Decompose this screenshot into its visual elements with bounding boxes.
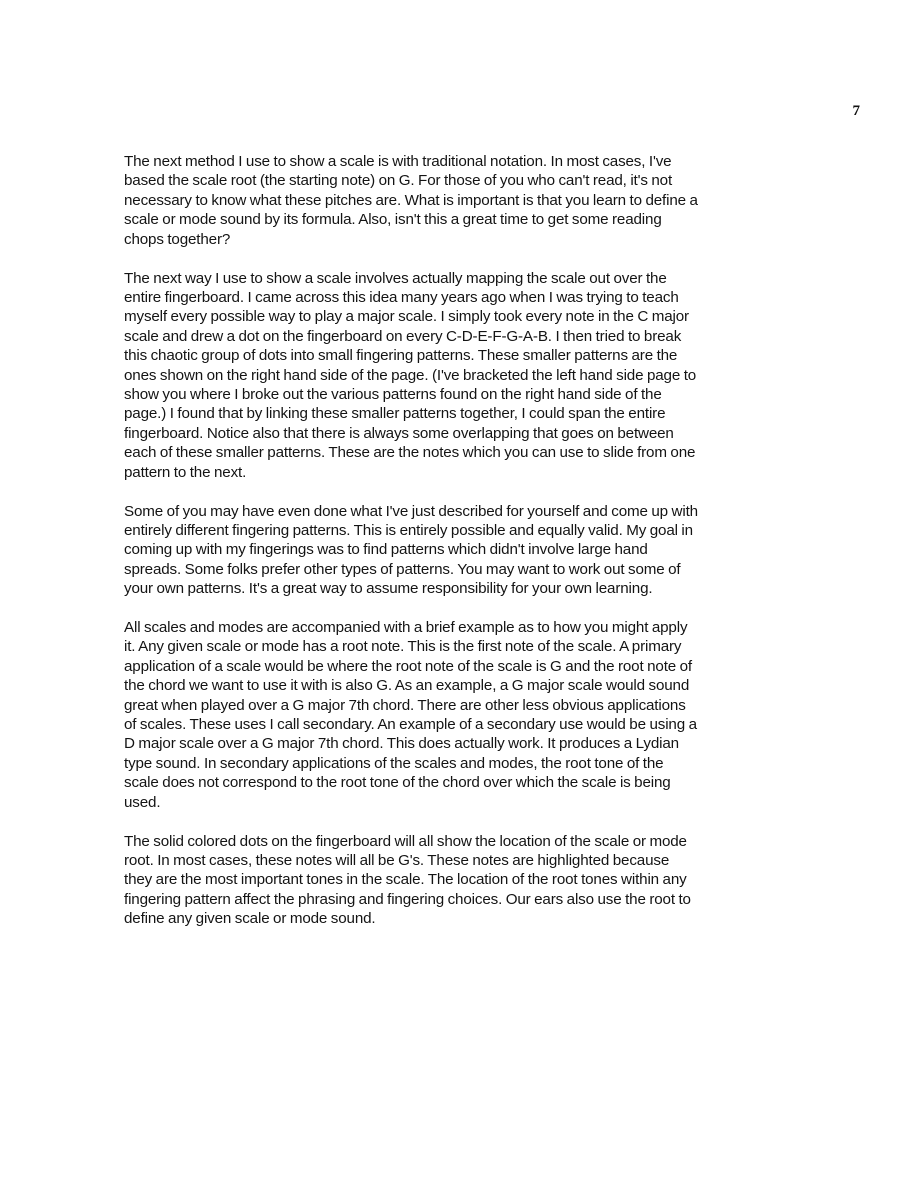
text-line: chops together? <box>124 230 231 248</box>
paragraph-applications <box>124 618 794 812</box>
paragraph-notation <box>124 152 794 249</box>
text-line: fingerboard. Notice also that there is always some overlapping that goes on between <box>124 424 674 442</box>
text-line: type sound. In secondary applications of the scales and modes, the root tone of the <box>124 754 664 772</box>
text-line: The next method I use to show a scale is with traditional notation. In most cases, I've <box>124 153 672 170</box>
text-line: root. In most cases, these notes will all be G's. These notes are highlighted because <box>124 852 670 869</box>
text-line: used. <box>124 793 161 811</box>
page-number: 7 <box>852 103 860 119</box>
text-line: ones shown on the right hand side of the page. (I've bracketed the left hand side page to <box>124 366 697 384</box>
body-text <box>124 152 794 948</box>
text-line: scale or mode sound by its formula. Also, isn't this a great time to get some reading <box>124 211 662 229</box>
text-line: each of these smaller patterns. These are the notes which you can use to slide from one <box>124 444 696 462</box>
text-line: scale does not correspond to the root tone of the chord over which the scale is being <box>124 774 671 792</box>
text-line: the chord we want to use it with is also G. As an example, a G major scale would sound <box>124 677 690 695</box>
text-line: your own patterns. It's a great way to assume responsibility for your own learning. <box>124 580 653 598</box>
paragraph-own-patterns <box>124 502 794 599</box>
text-line: D major scale over a G major 7th chord. This does actually work. It produces a Lydian <box>124 735 679 753</box>
text-line: spreads. Some folks prefer other types of patterns. You may want to work out some of <box>124 560 681 578</box>
text-line: of scales. These uses I call secondary. An example of a secondary use would be using a <box>124 716 697 734</box>
text-line: page.) I found that by linking these smaller patterns together, I could span the entire <box>124 405 666 423</box>
text-line: based the scale root (the starting note) on G. For those of you who can't read, it's not <box>124 172 673 190</box>
text-line: entire fingerboard. I came across this idea many years ago when I was trying to teach <box>124 288 679 306</box>
text-line: great when played over a G major 7th chord. There are other less obvious applications <box>124 696 686 714</box>
text-line: it. Any given scale or mode has a root note. This is the first note of the scale. A primary <box>124 638 682 656</box>
text-line: define any given scale or mode sound. <box>124 910 376 928</box>
text-line: entirely different fingering patterns. This is entirely possible and equally valid. My goal in <box>124 521 693 539</box>
text-line: Some of you may have even done what I've just described for yourself and come up with <box>124 502 698 520</box>
text-line: show you where I broke out the various patterns found on the right hand side of the <box>124 385 662 403</box>
text-line: application of a scale would be where the root note of the scale is G and the root note of <box>124 657 693 675</box>
text-line: The solid colored dots on the fingerboard will all show the location of the scale or mode <box>124 832 687 850</box>
text-line: coming up with my fingerings was to find patterns which didn't involve large hand <box>124 541 648 559</box>
text-line: myself every possible way to play a major scale. I simply took every note in the C major <box>124 308 689 326</box>
text-line: they are the most important tones in the scale. The location of the root tones within any <box>124 871 687 889</box>
text-line: pattern to the next. <box>124 463 247 481</box>
paragraph-fingerboard-mapping <box>124 269 794 482</box>
text-line: this chaotic group of dots into small fingering patterns. These smaller patterns are the <box>124 347 678 365</box>
text-line: The next way I use to show a scale involves actually mapping the scale out over the <box>124 269 667 287</box>
text-line: All scales and modes are accompanied with a brief example as to how you might apply <box>124 619 688 637</box>
text-line: fingering pattern affect the phrasing and fingering choices. Our ears also use the root to <box>124 890 691 908</box>
paragraph-root-dots <box>124 832 794 929</box>
text-line: necessary to know what these pitches are. What is important is that you learn to define a <box>124 191 698 209</box>
text-line: scale and drew a dot on the fingerboard on every C-D-E-F-G-A-B. I then tried to break <box>124 327 682 345</box>
